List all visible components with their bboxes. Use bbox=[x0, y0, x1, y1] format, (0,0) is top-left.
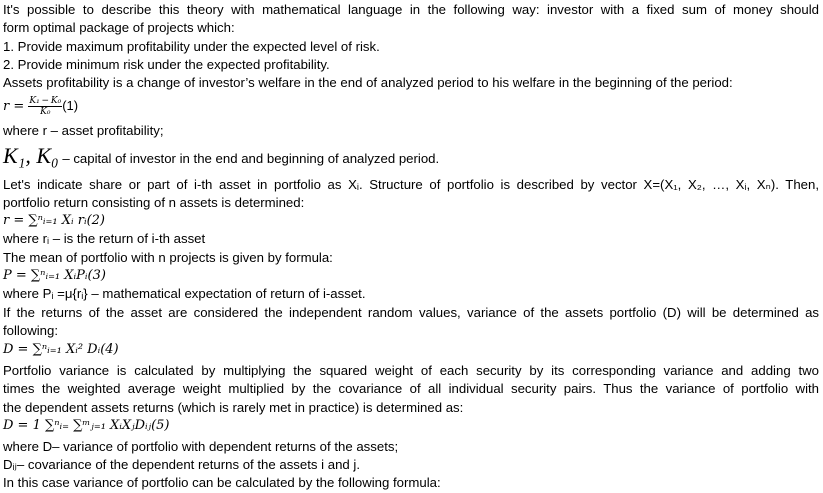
fraction-denominator: K₀ bbox=[40, 107, 51, 117]
list-item: 2. Provide minimum risk under the expected profitability. bbox=[3, 57, 330, 72]
paragraph-line: the dependent assets returns (which is rarely met in practice) is determined as: bbox=[3, 400, 464, 415]
capital-symbols: K₁, K₀ bbox=[3, 143, 59, 168]
paragraph-line: Dᵢⱼ– covariance of the dependent returns of the assets i and j. bbox=[3, 457, 360, 472]
paragraph-line: If the returns of the asset are considered the independent random values, variance of the assets portfolio (D) will be determined as bbox=[3, 305, 819, 320]
paragraph-line: The mean of portfolio with n projects is given by formula: bbox=[3, 250, 333, 265]
paragraph-line: It's possible to describe this theory with mathematical language in the following way: investor with a fixed sum of money should bbox=[3, 2, 819, 17]
paragraph-line: Assets profitability is a change of investor’s welfare in the end of analyzed period to his welfare in the beginning of the period: bbox=[3, 75, 733, 90]
equation-5: D = 1 ∑ⁿᵢ₌ ∑ᵐⱼ₌₁ XᵢXⱼDᵢⱼ(5) bbox=[3, 418, 170, 433]
equation-lhs: r = bbox=[3, 99, 25, 114]
paragraph-line: Let's indicate share or part of i-th asset in portfolio as Xᵢ. Structure of portfolio is described by vector X=(X₁, X₂, …, Xᵢ, Xₙ). Then, bbox=[3, 177, 819, 192]
paragraph-line: times the weighted average weight multiplied by the covariance of all individual security pairs. Thus the variance of portfolio with bbox=[3, 381, 819, 396]
paragraph-line: where r – asset profitability; bbox=[3, 123, 164, 138]
paragraph-line: form optimal package of projects which: bbox=[3, 20, 235, 35]
equation-2: r = ∑ⁿᵢ₌₁ Xᵢ rᵢ(2) bbox=[3, 213, 105, 228]
capital-definition-text: – capital of investor in the end and beginning of analyzed period. bbox=[58, 151, 440, 166]
paragraph-line: where rᵢ – is the return of i-th asset bbox=[3, 231, 206, 246]
paragraph-line: following: bbox=[3, 323, 58, 338]
equation-1 bbox=[3, 95, 78, 118]
equation-number: (1) bbox=[62, 98, 79, 113]
equation-4: D = ∑ⁿᵢ₌₁ Xᵢ² Dᵢ(4) bbox=[3, 342, 119, 357]
equation-3: P = ∑ⁿᵢ₌₁ XᵢPᵢ(3) bbox=[3, 268, 106, 283]
paragraph-line: In this case variance of portfolio can be calculated by the following formula: bbox=[3, 475, 441, 490]
capital-definition bbox=[3, 141, 439, 174]
paragraph-line: where D– variance of portfolio with dependent returns of the assets; bbox=[3, 439, 399, 454]
paragraph-line: Portfolio variance is calculated by multiplying the squared weight of each security by its corresponding variance and adding two bbox=[3, 363, 819, 378]
fraction bbox=[28, 96, 62, 117]
paragraph-line: where Pᵢ =μ{rᵢ} – mathematical expectation of return of i-asset. bbox=[3, 286, 366, 301]
fraction-numerator: K₁ − K₀ bbox=[29, 96, 62, 106]
list-item: 1. Provide maximum profitability under the expected level of risk. bbox=[3, 39, 380, 54]
paragraph-line: portfolio return consisting of n assets is determined: bbox=[3, 195, 305, 210]
